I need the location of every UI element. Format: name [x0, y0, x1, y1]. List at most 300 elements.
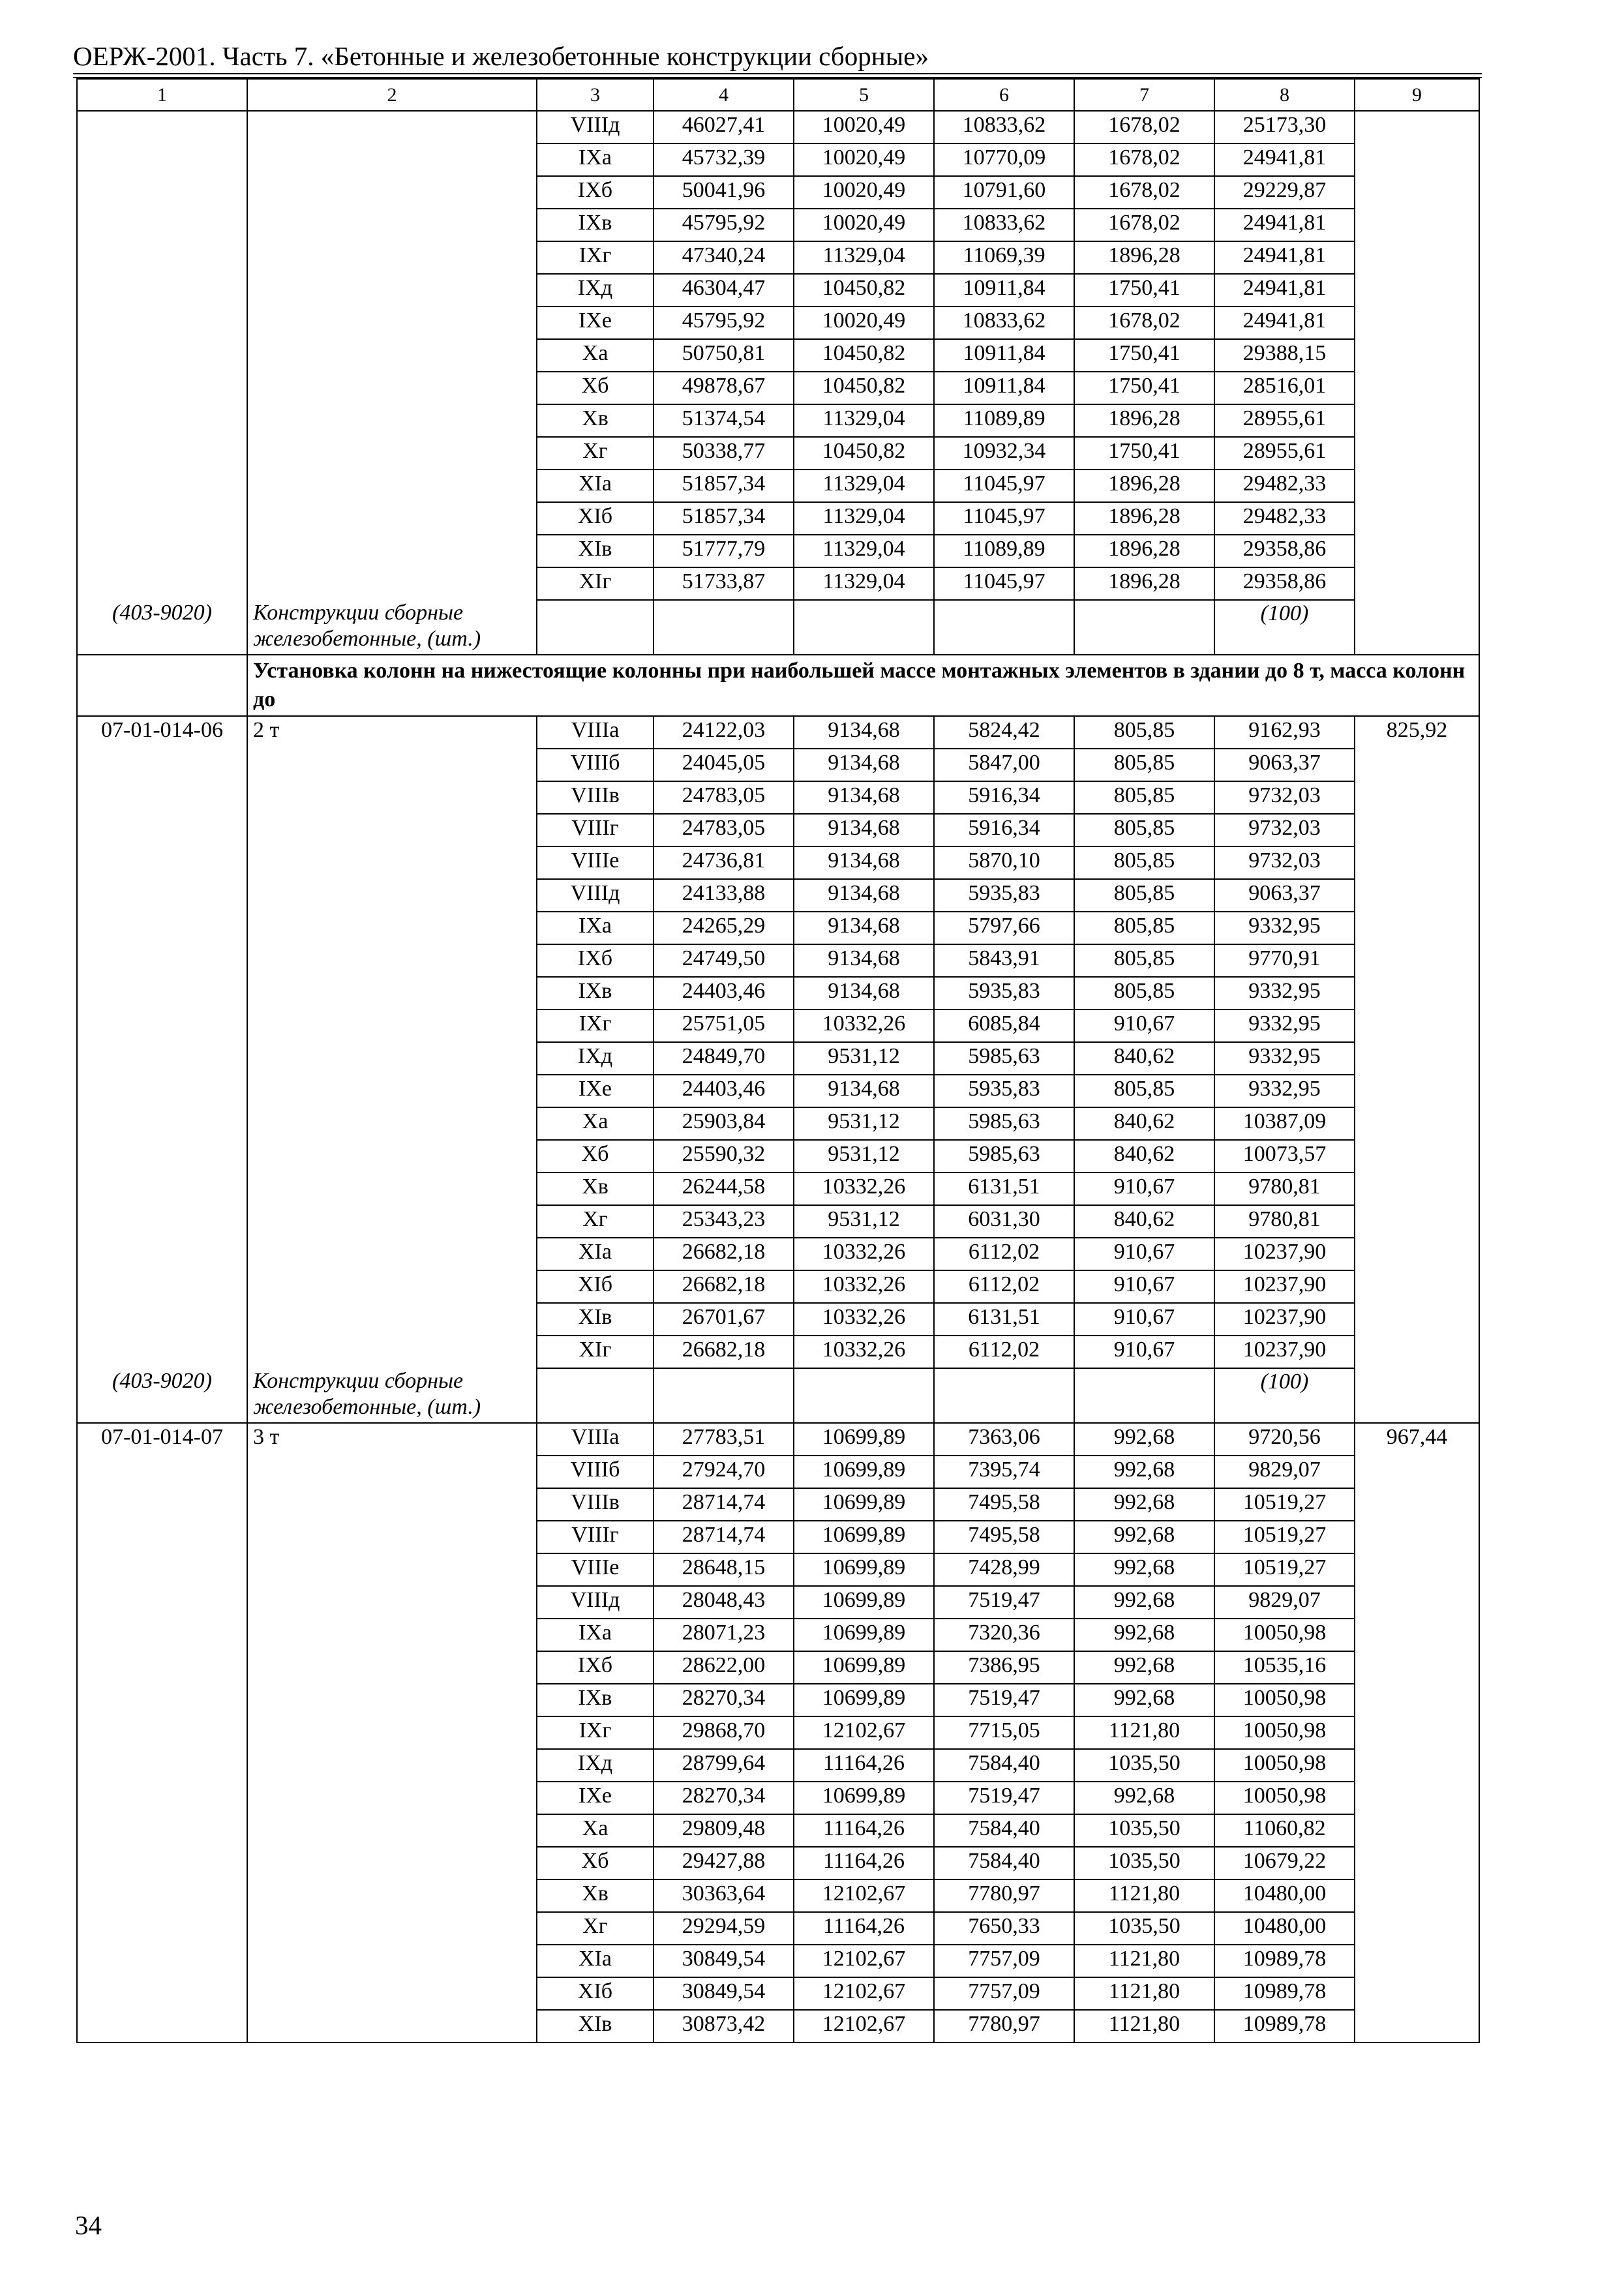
rate-row	[77, 1977, 1479, 2010]
unit-cost	[1355, 502, 1479, 535]
rate-code	[77, 1488, 247, 1521]
materials: 28955,61	[1214, 437, 1355, 470]
materials: 10237,90	[1214, 1303, 1355, 1336]
unit-cost	[1355, 1205, 1479, 1238]
total-cost: 29427,88	[654, 1847, 794, 1879]
rate-code	[77, 1238, 247, 1270]
region-zone: IXг	[537, 1716, 654, 1749]
rate-code	[77, 241, 247, 274]
machinist-wages: 1035,50	[1074, 1814, 1214, 1847]
region-zone: XIб	[537, 502, 654, 535]
rate-row	[77, 846, 1479, 879]
unit-cost	[1355, 1684, 1479, 1716]
total-cost: 28048,43	[654, 1586, 794, 1619]
empty-cell	[537, 1368, 654, 1423]
wages: 10020,49	[794, 307, 934, 339]
region-zone: Xв	[537, 404, 654, 437]
rate-row	[77, 1553, 1479, 1586]
total-cost: 24849,70	[654, 1042, 794, 1075]
wages: 10699,89	[794, 1553, 934, 1586]
wages: 9531,12	[794, 1042, 934, 1075]
page-number: 34	[75, 2210, 102, 2240]
materials: 9829,07	[1214, 1456, 1355, 1488]
machine-operation: 7584,40	[934, 1814, 1074, 1847]
rate-name	[247, 1814, 537, 1847]
total-cost: 29868,70	[654, 1716, 794, 1749]
unit-cost	[1355, 1553, 1479, 1586]
unit-cost	[1355, 307, 1479, 339]
materials: 9332,95	[1214, 912, 1355, 944]
rate-name	[247, 1716, 537, 1749]
rate-code	[77, 1173, 247, 1205]
rate-row	[77, 1651, 1479, 1684]
machinist-wages: 840,62	[1074, 1042, 1214, 1075]
machine-operation: 5935,83	[934, 977, 1074, 1010]
region-zone: XIб	[537, 1977, 654, 2010]
unit-cost	[1355, 176, 1479, 209]
region-zone: IXб	[537, 176, 654, 209]
machinist-wages: 1121,80	[1074, 1879, 1214, 1912]
rate-name	[247, 1847, 537, 1879]
machinist-wages: 910,67	[1074, 1270, 1214, 1303]
total-cost: 24045,05	[654, 749, 794, 781]
total-cost: 24749,50	[654, 944, 794, 977]
total-cost: 47340,24	[654, 241, 794, 274]
region-zone: VIIIг	[537, 1521, 654, 1553]
rate-row	[77, 879, 1479, 912]
machine-operation: 6131,51	[934, 1303, 1074, 1336]
rate-name	[247, 274, 537, 307]
machine-operation: 6031,30	[934, 1205, 1074, 1238]
rate-row	[77, 1684, 1479, 1716]
region-zone: IXа	[537, 143, 654, 176]
machinist-wages: 1121,80	[1074, 1977, 1214, 2010]
machinist-wages: 805,85	[1074, 944, 1214, 977]
empty-cell	[537, 600, 654, 655]
rate-row	[77, 502, 1479, 535]
materials: 29358,86	[1214, 567, 1355, 600]
wages: 10332,26	[794, 1303, 934, 1336]
rate-code	[77, 1782, 247, 1814]
total-cost: 25751,05	[654, 1010, 794, 1042]
materials: 10237,90	[1214, 1336, 1355, 1368]
rate-code	[77, 209, 247, 241]
region-zone: XIг	[537, 567, 654, 600]
unit-cost	[1355, 977, 1479, 1010]
total-cost: 51374,54	[654, 404, 794, 437]
rate-code: 07-01-014-06	[77, 716, 247, 749]
unit-cost: 967,44	[1355, 1423, 1479, 1456]
section-heading: Установка колонн на нижестоящие колонны при наибольшей массе монтажных элементов в здании до 8 т, масса колонн до	[247, 655, 1479, 716]
rate-row	[77, 1945, 1479, 1977]
rate-row	[77, 437, 1479, 470]
region-zone: IXв	[537, 209, 654, 241]
unit-cost	[1355, 111, 1479, 143]
region-zone: VIIIа	[537, 716, 654, 749]
wages: 10332,26	[794, 1173, 934, 1205]
total-cost: 50041,96	[654, 176, 794, 209]
rate-code	[77, 781, 247, 814]
rate-code	[77, 879, 247, 912]
rate-row	[77, 1716, 1479, 1749]
total-cost: 51857,34	[654, 502, 794, 535]
region-zone: XIа	[537, 1238, 654, 1270]
machinist-wages: 910,67	[1074, 1303, 1214, 1336]
region-zone: XIб	[537, 1270, 654, 1303]
materials: 11060,82	[1214, 1814, 1355, 1847]
machine-operation: 7395,74	[934, 1456, 1074, 1488]
region-zone: VIIIе	[537, 1553, 654, 1586]
rate-name	[247, 176, 537, 209]
rate-code	[77, 307, 247, 339]
materials: 24941,81	[1214, 274, 1355, 307]
unit-cost	[1355, 1303, 1479, 1336]
wages: 11329,04	[794, 567, 934, 600]
machine-operation: 7780,97	[934, 1879, 1074, 1912]
unit-cost	[1355, 1488, 1479, 1521]
rate-name	[247, 143, 537, 176]
rate-row	[77, 716, 1479, 749]
region-zone: Xг	[537, 437, 654, 470]
rate-name	[247, 1107, 537, 1140]
rate-row	[77, 1336, 1479, 1368]
rate-code	[77, 912, 247, 944]
machine-operation: 10932,34	[934, 437, 1074, 470]
rate-row	[77, 1238, 1479, 1270]
wages: 12102,67	[794, 1879, 934, 1912]
rate-row	[77, 307, 1479, 339]
rate-row	[77, 274, 1479, 307]
machinist-wages: 992,68	[1074, 1553, 1214, 1586]
region-zone: IXг	[537, 1010, 654, 1042]
rate-name	[247, 1521, 537, 1553]
region-zone: Xв	[537, 1173, 654, 1205]
materials: 10989,78	[1214, 1945, 1355, 1977]
rate-name	[247, 1173, 537, 1205]
rate-name	[247, 209, 537, 241]
machinist-wages: 1896,28	[1074, 535, 1214, 567]
materials: 9332,95	[1214, 977, 1355, 1010]
materials: 24941,81	[1214, 241, 1355, 274]
materials: 9063,37	[1214, 749, 1355, 781]
materials: 10480,00	[1214, 1879, 1355, 1912]
unit-cost	[1355, 1270, 1479, 1303]
rate-name	[247, 1619, 537, 1651]
total-cost: 46027,41	[654, 111, 794, 143]
wages: 12102,67	[794, 2010, 934, 2042]
machine-operation: 7584,40	[934, 1847, 1074, 1879]
wages: 11164,26	[794, 1912, 934, 1945]
total-cost: 30873,42	[654, 2010, 794, 2042]
machinist-wages: 1035,50	[1074, 1912, 1214, 1945]
wages: 9134,68	[794, 846, 934, 879]
machine-operation: 11089,89	[934, 535, 1074, 567]
rate-name	[247, 781, 537, 814]
region-zone: IXе	[537, 1782, 654, 1814]
wages: 10699,89	[794, 1521, 934, 1553]
machinist-wages: 1750,41	[1074, 339, 1214, 372]
resource-name: Конструкции сборные железобетонные, (шт.)	[247, 600, 537, 655]
region-zone: IXе	[537, 307, 654, 339]
wages: 9531,12	[794, 1107, 934, 1140]
total-cost: 26244,58	[654, 1173, 794, 1205]
empty-cell	[934, 1368, 1074, 1423]
materials: 29482,33	[1214, 502, 1355, 535]
wages: 10699,89	[794, 1586, 934, 1619]
unit-cost	[1355, 846, 1479, 879]
total-cost: 26682,18	[654, 1270, 794, 1303]
region-zone: IXд	[537, 1749, 654, 1782]
rate-row	[77, 1303, 1479, 1336]
materials: 10050,98	[1214, 1619, 1355, 1651]
materials: 9829,07	[1214, 1586, 1355, 1619]
rate-name	[247, 1205, 537, 1238]
column-number: 5	[794, 79, 934, 111]
rate-row	[77, 535, 1479, 567]
wages: 9531,12	[794, 1140, 934, 1173]
machinist-wages: 1121,80	[1074, 2010, 1214, 2042]
rate-row	[77, 209, 1479, 241]
materials: 25173,30	[1214, 111, 1355, 143]
materials: 10387,09	[1214, 1107, 1355, 1140]
materials: 10519,27	[1214, 1521, 1355, 1553]
region-zone: XIв	[537, 2010, 654, 2042]
rate-row	[77, 1205, 1479, 1238]
machinist-wages: 805,85	[1074, 814, 1214, 846]
unit-cost	[1355, 339, 1479, 372]
materials: 29388,15	[1214, 339, 1355, 372]
machinist-wages: 1750,41	[1074, 437, 1214, 470]
machinist-wages: 910,67	[1074, 1336, 1214, 1368]
unit-cost	[1355, 1042, 1479, 1075]
unit-cost	[1355, 1173, 1479, 1205]
machinist-wages: 805,85	[1074, 977, 1214, 1010]
materials: 9162,93	[1214, 716, 1355, 749]
rate-code	[77, 1977, 247, 2010]
unit-cost	[1355, 1749, 1479, 1782]
machine-operation: 5916,34	[934, 781, 1074, 814]
machine-operation: 6085,84	[934, 1010, 1074, 1042]
unit-cost	[1355, 1651, 1479, 1684]
machine-operation: 7715,05	[934, 1716, 1074, 1749]
rate-code	[77, 274, 247, 307]
total-cost: 28714,74	[654, 1521, 794, 1553]
machinist-wages: 1678,02	[1074, 176, 1214, 209]
wages: 10020,49	[794, 143, 934, 176]
wages: 10332,26	[794, 1270, 934, 1303]
total-cost: 24122,03	[654, 716, 794, 749]
rate-row	[77, 749, 1479, 781]
rate-code	[77, 1205, 247, 1238]
wages: 11329,04	[794, 535, 934, 567]
section-heading-row	[77, 655, 1479, 716]
rate-name	[247, 502, 537, 535]
rate-name	[247, 437, 537, 470]
materials: 24941,81	[1214, 209, 1355, 241]
unit-cost: 825,92	[1355, 716, 1479, 749]
rate-name	[247, 1075, 537, 1107]
total-cost: 51777,79	[654, 535, 794, 567]
region-zone: IXд	[537, 1042, 654, 1075]
rate-code	[77, 372, 247, 404]
region-zone: VIIIд	[537, 879, 654, 912]
wages: 11329,04	[794, 502, 934, 535]
total-cost: 28714,74	[654, 1488, 794, 1521]
rate-row	[77, 977, 1479, 1010]
rate-name	[247, 1140, 537, 1173]
total-cost: 26701,67	[654, 1303, 794, 1336]
empty-cell	[1355, 600, 1479, 655]
wages: 10450,82	[794, 274, 934, 307]
machine-operation: 5985,63	[934, 1042, 1074, 1075]
machinist-wages: 1121,80	[1074, 1716, 1214, 1749]
rate-name	[247, 339, 537, 372]
materials: 9780,81	[1214, 1205, 1355, 1238]
unit-cost	[1355, 1977, 1479, 2010]
rate-row	[77, 781, 1479, 814]
total-cost: 24403,46	[654, 977, 794, 1010]
unit-cost	[1355, 1814, 1479, 1847]
machine-operation: 10791,60	[934, 176, 1074, 209]
machinist-wages: 805,85	[1074, 879, 1214, 912]
total-cost: 24133,88	[654, 879, 794, 912]
materials: 29229,87	[1214, 176, 1355, 209]
region-zone: IXа	[537, 912, 654, 944]
rate-code	[77, 1270, 247, 1303]
region-zone: IXе	[537, 1075, 654, 1107]
region-zone: XIв	[537, 1303, 654, 1336]
wages: 10332,26	[794, 1010, 934, 1042]
unit-cost	[1355, 1336, 1479, 1368]
total-cost: 30363,64	[654, 1879, 794, 1912]
machinist-wages: 805,85	[1074, 1075, 1214, 1107]
machinist-wages: 840,62	[1074, 1205, 1214, 1238]
unit-cost	[1355, 437, 1479, 470]
machine-operation: 11069,39	[934, 241, 1074, 274]
region-zone: Xа	[537, 1814, 654, 1847]
rate-row	[77, 1912, 1479, 1945]
column-number: 9	[1355, 79, 1479, 111]
total-cost: 51857,34	[654, 470, 794, 502]
total-cost: 46304,47	[654, 274, 794, 307]
materials: 9770,91	[1214, 944, 1355, 977]
machine-operation: 11089,89	[934, 404, 1074, 437]
machine-operation: 6112,02	[934, 1270, 1074, 1303]
rate-name	[247, 1977, 537, 2010]
empty-cell	[1074, 600, 1214, 655]
rate-row	[77, 1107, 1479, 1140]
machinist-wages: 1896,28	[1074, 567, 1214, 600]
region-zone: Xа	[537, 339, 654, 372]
machine-operation: 5843,91	[934, 944, 1074, 977]
rate-name	[247, 1879, 537, 1912]
machine-operation: 5985,63	[934, 1107, 1074, 1140]
machine-operation: 6112,02	[934, 1238, 1074, 1270]
rate-row	[77, 1749, 1479, 1782]
rate-row	[77, 944, 1479, 977]
total-cost: 29809,48	[654, 1814, 794, 1847]
rate-code	[77, 143, 247, 176]
materials: 10050,98	[1214, 1684, 1355, 1716]
wages: 10020,49	[794, 209, 934, 241]
machinist-wages: 1896,28	[1074, 502, 1214, 535]
wages: 10450,82	[794, 437, 934, 470]
column-number: 7	[1074, 79, 1214, 111]
materials: 10480,00	[1214, 1912, 1355, 1945]
materials: 9332,95	[1214, 1010, 1355, 1042]
rate-name	[247, 1945, 537, 1977]
rate-name	[247, 1303, 537, 1336]
wages: 9134,68	[794, 912, 934, 944]
rate-name	[247, 372, 537, 404]
rate-name	[247, 1651, 537, 1684]
machine-operation: 7495,58	[934, 1521, 1074, 1553]
total-cost: 26682,18	[654, 1336, 794, 1368]
unit-cost	[1355, 567, 1479, 600]
rate-row	[77, 372, 1479, 404]
materials: 9732,03	[1214, 846, 1355, 879]
materials: 9332,95	[1214, 1075, 1355, 1107]
rate-row	[77, 1814, 1479, 1847]
machine-operation: 7386,95	[934, 1651, 1074, 1684]
wages: 9531,12	[794, 1205, 934, 1238]
total-cost: 24736,81	[654, 846, 794, 879]
region-zone: Xа	[537, 1107, 654, 1140]
unit-cost	[1355, 1010, 1479, 1042]
total-cost: 28799,64	[654, 1749, 794, 1782]
rate-code	[77, 535, 247, 567]
region-zone: Xв	[537, 1879, 654, 1912]
machine-operation: 7757,09	[934, 1945, 1074, 1977]
total-cost: 25590,32	[654, 1140, 794, 1173]
rate-name	[247, 814, 537, 846]
machinist-wages: 992,68	[1074, 1488, 1214, 1521]
rate-row	[77, 404, 1479, 437]
wages: 12102,67	[794, 1945, 934, 1977]
machine-operation: 5870,10	[934, 846, 1074, 879]
machine-operation: 10770,09	[934, 143, 1074, 176]
total-cost: 49878,67	[654, 372, 794, 404]
materials: 10073,57	[1214, 1140, 1355, 1173]
machine-operation: 11045,97	[934, 567, 1074, 600]
machine-operation: 5847,00	[934, 749, 1074, 781]
rate-code	[77, 2010, 247, 2042]
rate-code	[77, 339, 247, 372]
materials: 10519,27	[1214, 1488, 1355, 1521]
rate-code	[77, 1749, 247, 1782]
machinist-wages: 805,85	[1074, 912, 1214, 944]
materials: 10237,90	[1214, 1270, 1355, 1303]
rate-row	[77, 1521, 1479, 1553]
rate-code	[77, 1586, 247, 1619]
machinist-wages: 992,68	[1074, 1619, 1214, 1651]
unit-cost	[1355, 944, 1479, 977]
section-heading-spacer	[77, 655, 247, 716]
unit-cost	[1355, 372, 1479, 404]
empty-cell	[794, 1368, 934, 1423]
rate-name	[247, 111, 537, 143]
wages: 12102,67	[794, 1977, 934, 2010]
header-rule-top	[73, 73, 1482, 74]
rate-code	[77, 502, 247, 535]
machinist-wages: 992,68	[1074, 1684, 1214, 1716]
rate-code	[77, 1010, 247, 1042]
unit-cost	[1355, 1140, 1479, 1173]
rate-name	[247, 1456, 537, 1488]
region-zone: VIIIд	[537, 111, 654, 143]
rate-row	[77, 1140, 1479, 1173]
region-zone: IXв	[537, 977, 654, 1010]
